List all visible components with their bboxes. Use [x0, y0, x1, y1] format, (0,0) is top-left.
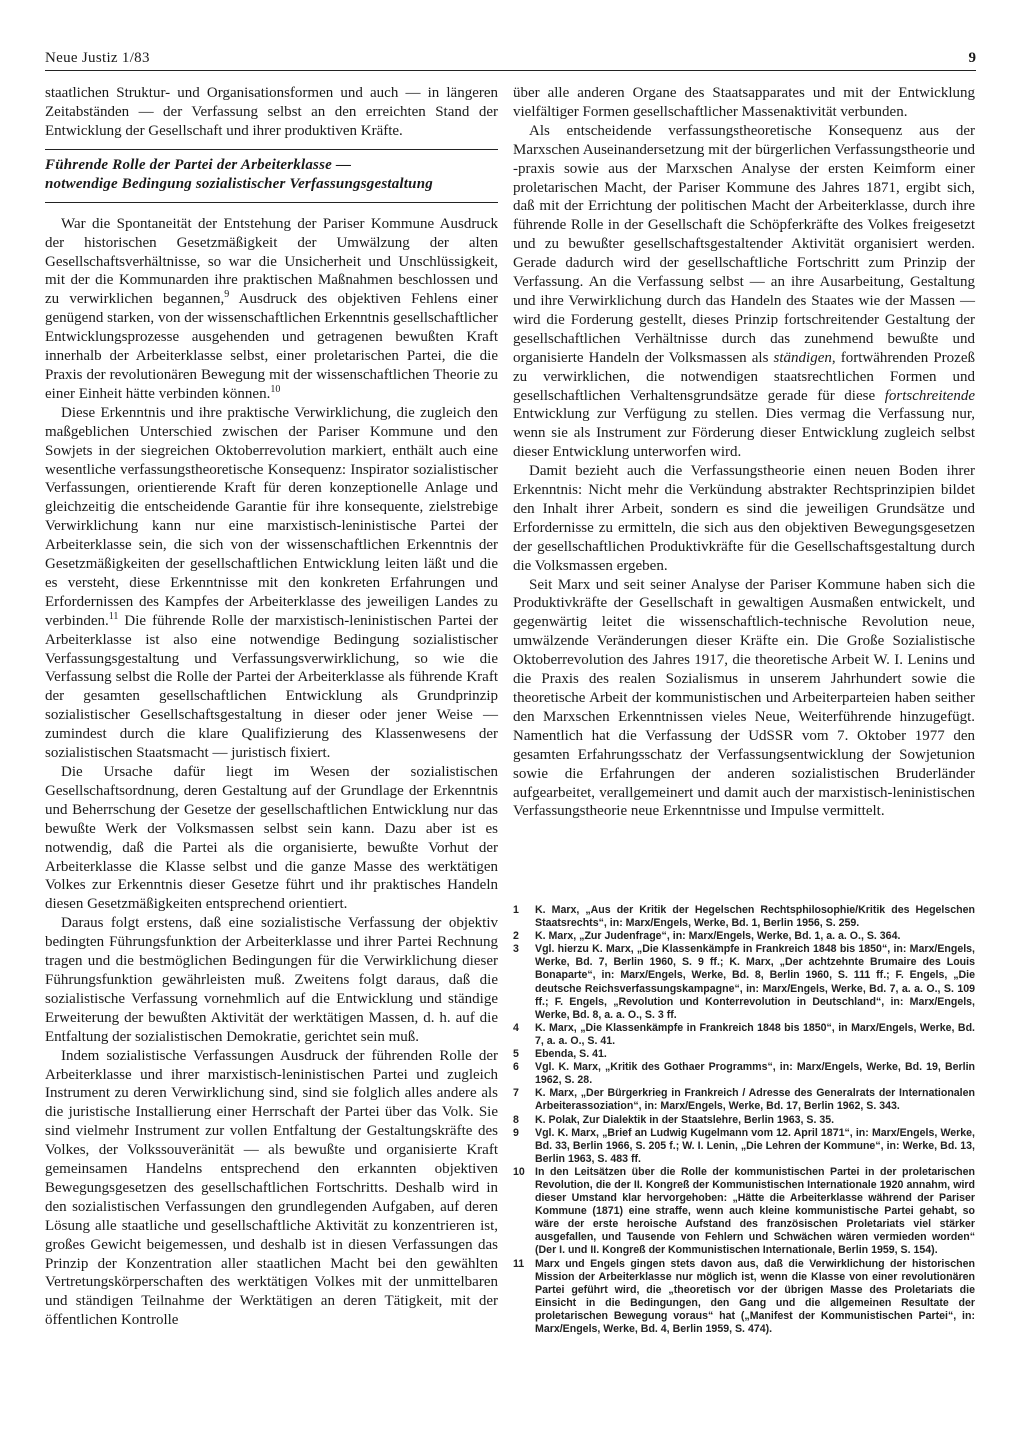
emphasis: ständigen [773, 349, 832, 366]
section-divider [45, 149, 498, 150]
footnotes [513, 904, 975, 1336]
footnote [513, 1061, 975, 1087]
paragraph-text: Entwicklung zur Verfügung zu stellen. Dies vermag die Verfassung nur, wenn sie als Instrument zur Förderung dieser Entwicklung zugleich selbst dieser Entwicklung unterworfen wird. [513, 406, 975, 461]
footnote-text: Ebenda, S. 41. [535, 1048, 607, 1061]
page-number: 9 [968, 50, 976, 66]
paragraph-intro: staatlichen Struktur- und Organisationsformen und auch — in längeren Zeitabständen — der Verfassung selbst an den erreichten Stand der Entwicklung der Gesellschaft und ihrer produktiven Kräfte. [45, 85, 498, 139]
journal-title: Neue Justiz 1/83 [45, 50, 150, 66]
footnote [513, 1127, 975, 1166]
footnote-number: 9 [513, 1126, 519, 1139]
footnote-number: 6 [513, 1061, 519, 1074]
paragraph-text: Die führende Rolle der marxistisch-leninistischen Partei der Arbeiterklasse ist also eine notwendige Bedingung sozialistischer Verfassungsgestaltung und Verfassungsverwirklichung, so wie die Verfassung selbst die Rolle der Partei der Arbeiterklasse als führende Kraft der gesamten gesellschaftlichen Entwicklung als Grundprinzip sozialistischer Gesellschaftsgestaltung in dieser oder jener Weise — zumindest durch die klare Qualifizierung des Klassenwesens der sozialistischen Staatsmacht — juristisch fixiert. [45, 612, 498, 762]
footnote [513, 1022, 975, 1048]
footnote-ref: 11 [108, 610, 119, 622]
footnote-text: Vgl. K. Marx, „Brief an Ludwig Kugelmann vom 12. April 1871“, in: Marx/Engels, Werke, Bd. 33, Berlin 1966, S. 205 f.; W. I. Lenin, „Die Lehren der Kommune“, in: Werke, Bd. 13, Berlin 1963, S. 483 ff. [535, 1126, 975, 1165]
paragraph-text: War die Spontaneität der Entstehung der Pariser Kommune Ausdruck der historischen Gesetzmäßigkeit der Umwälzung der alten Gesellschaftsverhältnisse, so war die Unsicherheit und Unschlüssigkeit, mit der die Kommunarden ihre praktischen Maßnahmen beschlossen und zu verwirklichen begannen, [45, 215, 498, 308]
footnote [513, 1114, 975, 1127]
footnote-ref: 10 [270, 383, 281, 395]
footnote-number: 7 [513, 1087, 519, 1100]
footnote-number: 2 [513, 930, 519, 943]
section-heading-line1: Führende Rolle der Partei der Arbeiterklasse — [45, 156, 352, 173]
footnote [513, 1258, 975, 1337]
footnote [513, 943, 975, 1022]
footnote-number: 10 [513, 1165, 525, 1178]
paragraph [45, 404, 498, 763]
section-heading-line2: notwendige Bedingung sozialistischer Verfassungsgestaltung [45, 175, 433, 192]
paragraph-text: Diese Erkenntnis und ihre praktische Verwirklichung, die zugleich den maßgeblichen Unterschied zwischen der Pariser Kommune und den Sowjets in der siegreichen Oktoberrevolution markiert, enthält auch eine wesentliche verfassungstheoretische Konsequenz: Inspirator sozialistischer Verfassungen, orientierende Kraft für deren konzeptionelle Anlage und gleichzeitig die entscheidende Garantie für ihre konsequente, zielstrebige Verwirklichung kann nur eine marxistisch-leninistische Partei der Arbeiterklasse sein, die sich von der wissenschaftlichen Erkenntnis der Gesetzmäßigkeiten der gesellschaftlichen Entwicklung leiten läßt und die es versteht, diese Erkenntnisse mit den konkreten Erfahrungen und Erfordernissen des Kampfes der Arbeiterklasse des jeweiligen Landes zu verbinden. [45, 404, 498, 629]
paragraph [45, 215, 498, 404]
footnote-text: Vgl. hierzu K. Marx, „Die Klassenkämpfe in Frankreich 1848 bis 1850“, in: Marx/Engels, Werke, Bd. 7, Berlin 1960, S. 9 ff.; K. Marx, „Der achtzehnte Brumaire des Louis Bonaparte“, in: Marx/Engels, Werke, Bd. 8, Berlin 1960, S. 111 ff.; F. Engels, „Die deutsche Reichsverfassungskampagne“, in: Marx/Engels, Werke, Bd. 7, a. a. O., S. 109 ff.; F. Engels, „Revolution und Konterrevolution in Deutschland“, in: Marx/Engels, Werke, Bd. 8, a. a. O., S. 3 ff. [535, 943, 975, 1021]
footnote-text: In den Leitsätzen über die Rolle der kommunistischen Partei in der proletarischen Revolution, die der II. Kongreß der Kommunistischen Internationale 1920 annahm, wird dieser Umstand klar hervorgehoben: „Hätte die Arbeiterklasse während der Pariser Kommune (1871) eine straffe, wenn auch kleine kommunistische Partei gehabt, so wäre der erste heroische Aufstand des französischen Proletariats viel stärker ausgefallen, und Tausende von Fehlern und Schwächen wären vermieden worden“ (Der I. und II. Kongreß der Kommunistischen Internationale, Berlin 1959, S. 154). [535, 1165, 975, 1257]
right-column [513, 84, 975, 821]
paragraph: Seit Marx und seit seiner Analyse der Pariser Kommune haben sich die Produktivkräfte der Gesellschaft in gewaltigen Ausmaßen entwickelt, und gegenwärtig leitet die wissenschaftlich-technische Revolution neue, umwälzende Veränderungen dieser Kräfte ein. Die Große Sozialistische Oktoberrevolution des Jahres 1917, die theoretische Arbeit W. I. Lenins und die Praxis des realen Sozialismus in unserem Jahrhundert sowie die theoretische Arbeit der kommunistischen und Arbeiterparteien haben seither den Marxschen Erkenntnissen vieles Neue, Weiterführende hinzugefügt. Namentlich hat die Verfassung der UdSSR vom 7. Oktober 1977 den gesamten Erfahrungsschatz der Verfassungsentwicklung der Sowjetunion sowie die Erfahrungen der anderen sozialistischen Bruderländer aufgearbeitet, verallgemeinert und damit auch der marxistisch-leninistischen Verfassungstheorie neue Erkenntnisse und Impulse vermittelt. [513, 576, 975, 820]
paragraph-text: Ausdruck des objektiven Fehlens einer genügend starken, von der wissenschaftlichen Erkenntnis gesellschaftlicher Entwicklungsprozesse ausgehenden und getragenen bewußten Kraft innerhalb der Arbeiterklasse selbst, einer proletarischen Partei, die die Praxis der revolutionären Bewegung mit der wissenschaftlichen Theorie zu einer Einheit hätte verbinden können. [45, 291, 498, 402]
footnote-number: 3 [513, 943, 519, 956]
section-divider [45, 202, 498, 203]
footnote [513, 1166, 975, 1258]
footnote-number: 1 [513, 904, 519, 916]
footnote-number: 11 [513, 1257, 525, 1270]
paragraph: Damit bezieht auch die Verfassungstheorie einen neuen Boden ihrer Erkenntnis: Nicht mehr die Verkündung abstrakter Rechtsprinzipien bildet den Inhalt ihrer Arbeit, sondern es sind die jeweiligen Grundsätze und Erfordernisse zu ermitteln, die sich aus den objektiven Bewegungsgesetzen der gesellschaftlichen Produktivkräfte für die Gesellschaftsgestaltung durch die Volksmassen ergeben. [513, 463, 975, 574]
footnote [513, 1087, 975, 1113]
left-column [45, 84, 498, 1330]
footnote-number: 4 [513, 1021, 519, 1034]
footnote-text: Vgl. K. Marx, „Kritik des Gothaer Programms“, in: Marx/Engels, Werke, Bd. 19, Berlin 1962, S. 28. [535, 1061, 975, 1087]
footnote-text: K. Marx, „Aus der Kritik der Hegelschen Rechtsphilosophie/Kritik des Hegelschen Staatsrechts“, in: Marx/Engels, Werke, Bd. 1, Berlin 1956, S. 259. [535, 904, 975, 930]
section-heading [45, 156, 498, 194]
footnote-text: K. Marx, „Zur Judenfrage“, in: Marx/Engels, Werke, Bd. 1, a. a. O., S. 364. [535, 930, 901, 943]
paragraph: Die Ursache dafür liegt im Wesen der sozialistischen Gesellschaftsordnung, deren Gestaltung auf der Grundlage der Erkenntnis und Beherrschung der Gesetze der gesellschaftlichen Entwicklung nur das bewußte Werk der Volksmassen selbst sein kann. Dazu aber ist es notwendig, daß die Partei als die organisierte, bewußte Vorhut der Arbeiterklasse die Klasse selbst und die ganze Masse des werktätigen Volkes zur Erkenntnis dieser Gesetze führt und ihr praktisches Handeln diesen Gesetzmäßigkeiten entsprechend orientiert. [45, 764, 498, 913]
paragraph: Daraus folgt erstens, daß eine sozialistische Verfassung der objektiv bedingten Führungsfunktion der Arbeiterklasse und ihrer Partei Rechnung tragen und die bestmöglichen Bedingungen für die Verwirklichung dieser Führungsfunktion gewährleisten muß. Zweitens folgt daraus, daß die sozialistische Verfassung vornehmlich auf die Entwicklung und ständige Erweiterung der bewußten Aktivität der werktätigen Massen, d. h. auf die Entfaltung der sozialistischen Demokratie, gerichtet sein muß. [45, 915, 498, 1045]
paragraph [513, 122, 975, 462]
footnote-text: K. Marx, „Die Klassenkämpfe in Frankreich 1848 bis 1850“, in Marx/Engels, Werke, Bd. 7, a. a. O., S. 41. [535, 1021, 975, 1047]
emphasis: fortschreitende [884, 387, 975, 404]
footnote-text: K. Marx, „Der Bürgerkrieg in Frankreich / Adresse des Generalrats der Internationalen Arbeiterassoziation“, in: Marx/Engels, Werke, Bd. 17, Berlin 1962, S. 343. [535, 1087, 975, 1113]
footnote [513, 930, 975, 943]
footnote [513, 904, 975, 930]
footnote-text: K. Polak, Zur Dialektik in der Staatslehre, Berlin 1963, S. 35. [535, 1113, 835, 1126]
paragraph: Indem sozialistische Verfassungen Ausdruck der führenden Rolle der Arbeiterklasse und ihrer marxistisch-leninistischen Partei und zugleich Instrument zu deren Verwirklichung sind, sind sie folglich alles andere als die juristische Installierung einer Herrschaft der Partei über das Volk. Sie sind vielmehr Instrument zur vollen Entfaltung der Gestaltungskräfte des Volkes, der Volkssouveränität — als bewußte und organisierte Kraft gemeinsamen Handelns entsprechend den erkannten objektiven Bewegungsgesetzen des gesellschaftlichen Fortschritts. Deshalb wird in den sozialistischen Verfassungen den grundlegenden Aufgaben, auf deren Lösung alle staatliche und gesellschaftliche Aktivität zu konzentrieren ist, großes Gewicht beigemessen, und deshalb ist in diesen Verfassungen das Prinzip der Konzentration aller staatlichen Macht bei den gewählten Vertretungskörperschaften des werktätigen Volkes mit der unmittelbaren und ständigen Teilnahme der Werktätigen an deren Tätigkeit, mit der öffentlichen Kontrolle [45, 1047, 498, 1329]
footnote-number: 8 [513, 1113, 519, 1126]
footnote-ref: 9 [224, 289, 230, 301]
footnote-text: Marx und Engels gingen stets davon aus, daß die Verwirklichung der historischen Mission der Arbeiterklasse nur möglich ist, wenn die Klasse von einer revolutionären Partei geführt wird, die „theoretisch vor der übrigen Masse des Proletariats die Einsicht in die Bedingungen, den Gang und die allgemeinen Resultate der proletarischen Bewegung voraus“ hat („Manifest der Kommunistischen Partei“, in: Marx/Engels, Werke, Bd. 4, Berlin 1959, S. 474). [535, 1257, 975, 1335]
paragraph-continued: über alle anderen Organe des Staatsapparates und mit der Entwicklung vielfältiger Formen gesellschaftlicher Massenaktivität verbunden. [513, 85, 975, 120]
footnote-number: 5 [513, 1048, 519, 1061]
footnote [513, 1048, 975, 1061]
paragraph-text: Als entscheidende verfassungstheoretische Konsequenz aus der Marxschen Auseinandersetzung mit der bürgerlichen Verfassungstheorie und -praxis sowie aus der Marxschen Analyse der ersten Keimform einer proletarischen Macht, der Pariser Kommune des Jahres 1871, ergibt sich, daß mit der Errichtung der politischen Macht der Arbeiterklasse, durch ihre führende Rolle in der Gesellschaft die Schöpferkräfte des Volkes freigesetzt und zu bewußter gesellschaftsgestaltender Aktivität organisiert werden. Gerade dadurch wird der gesellschaftliche Fortschritt zum Prinzip der Verfassung. An die Verfassung selbst — an ihre Ausarbeitung, Gestaltung und ihre Verwirklichung durch das Handeln des Staates wie der Massen — wird die Forderung gestellt, dieses Prinzip fortschreitender Gestaltung der gesellschaftlichen Verhältnisse durch das zunehmend bewußte und organisierte Handeln der Volksmassen als [513, 122, 975, 366]
page-header [45, 48, 976, 71]
paragraph-text: , fortwährenden Prozeß zu verwirklichen, die notwendigen staatsrechtlichen Formen und gesellschaftlichen Verhaltensgrundsätze gerade für diese [513, 349, 975, 404]
